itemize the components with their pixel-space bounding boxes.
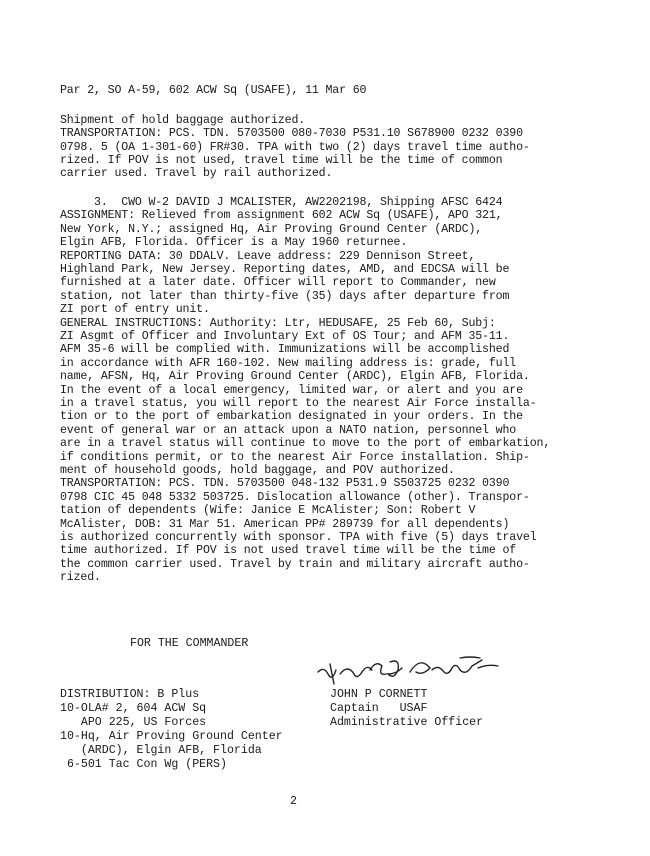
text-line: ZI Asgmt of Officer and Involuntary Ext of OS Tour; and AFM 35-11. xyxy=(60,330,510,343)
text-line: are in a travel status will continue to move to the port of embarkation, xyxy=(60,437,551,451)
text-line: ment of household goods, hold baggage, and POV authorized. xyxy=(60,464,455,477)
text-line: ASSIGNMENT: Relieved from assignment 602 ACW Sq (USAFE), APO 321, xyxy=(60,209,503,223)
handwritten-signature xyxy=(310,650,530,692)
distribution-line: 10-Hq, Air Proving Ground Center xyxy=(60,730,283,743)
text-line: TRANSPORTATION: PCS. TDN. 5703500 048-132 P531.9 S503725 0232 0390 xyxy=(60,477,510,491)
text-line: furnished at a later date. Officer will report to Commander, new xyxy=(60,276,496,290)
text-line: 0798. 5 (OA 1-301-60) FR#30. TPA with two (2) days travel time autho- xyxy=(60,140,530,154)
text-line: the common carrier used. Travel by train and military aircraft autho- xyxy=(60,557,530,571)
text-line: Shipment of hold baggage authorized. xyxy=(60,114,306,127)
distribution-line: 10-OLA# 2, 604 ACW Sq xyxy=(60,702,207,715)
text-line: tation of dependents (Wife: Janice E McAlister; Son: Robert V xyxy=(60,504,476,518)
distribution-line: DISTRIBUTION: B Plus xyxy=(60,688,200,701)
signatory-line: Administrative Officer xyxy=(330,716,484,729)
page-number: 2 xyxy=(290,795,297,808)
text-line: in accordance with AFR 160-102. New mailing address is: grade, full xyxy=(60,356,517,370)
distribution-line: 6-501 Tac Con Wg (PERS) xyxy=(60,758,227,771)
for-the-commander: FOR THE COMMANDER xyxy=(130,637,249,650)
text-line: carrier used. Travel by rail authorized. xyxy=(60,167,333,181)
text-line: tion or to the port of embarkation designated in your orders. In the xyxy=(60,410,523,424)
text-line: 0798 CIC 45 048 5332 503725. Dislocation allowance (other). Transpor- xyxy=(60,490,530,504)
text-line: name, AFSN, Hq, Air Proving Ground Center (ARDC), Elgin AFB, Florida. xyxy=(60,370,530,384)
distribution-line: APO 225, US Forces xyxy=(60,716,207,729)
text-line: AFM 35-6 will be complied with. Immunizations will be accomplished xyxy=(60,343,510,357)
text-line: McAlister, DOB: 31 Mar 51. American PP# 289739 for all dependents) xyxy=(60,517,510,531)
signatory-line: JOHN P CORNETT xyxy=(330,688,428,701)
signatory-line: Captain USAF xyxy=(330,702,428,715)
distribution-line: (ARDC), Elgin AFB, Florida xyxy=(60,744,262,757)
text-line: 3. CWO W-2 DAVID J MCALISTER, AW2202198, Shipping AFSC 6424 xyxy=(60,196,503,209)
text-line: rized. If POV is not used, travel time will be the time of common xyxy=(60,153,503,167)
text-line: REPORTING DATA: 30 DDALV. Leave address: 229 Dennison Street, xyxy=(60,249,476,263)
text-line: Highland Park, New Jersey. Reporting dates, AMD, and EDCSA will be xyxy=(60,263,510,276)
distribution-list xyxy=(60,688,283,772)
text-line: rized. xyxy=(60,571,101,585)
text-line: time authorized. If POV is not used travel time will be the time of xyxy=(60,544,517,558)
text-line: Elgin AFB, Florida. Officer is a May 1960 returnee. xyxy=(60,236,408,250)
text-line: ZI port of entry unit. xyxy=(60,303,210,317)
order-header: Par 2, SO A-59, 602 ACW Sq (USAFE), 11 Mar 60 xyxy=(60,84,367,97)
text-line: in a travel status, you will report to the nearest Air Force installa- xyxy=(60,397,537,410)
text-line: if conditions permit, or to the nearest Air Force installation. Ship- xyxy=(60,450,530,464)
text-line: event of general war or an attack upon a NATO nation, personnel who xyxy=(60,423,517,437)
text-line: New York, N.Y.; assigned Hq, Air Proving Ground Center (ARDC), xyxy=(60,222,483,236)
text-line: TRANSPORTATION: PCS. TDN. 5703500 080-7030 P531.10 S678900 0232 0390 xyxy=(60,127,523,141)
text-line: station, not later than thirty-five (35) days after departure from xyxy=(60,289,510,303)
signature-block xyxy=(330,688,483,730)
text-line: is authorized concurrently with sponsor. TPA with five (5) days travel xyxy=(60,531,537,544)
text-line: In the event of a local emergency, limited war, or alert and you are xyxy=(60,383,523,397)
text-line: GENERAL INSTRUCTIONS: Authority: Ltr, HEDUSAFE, 25 Feb 60, Subj: xyxy=(60,316,496,330)
